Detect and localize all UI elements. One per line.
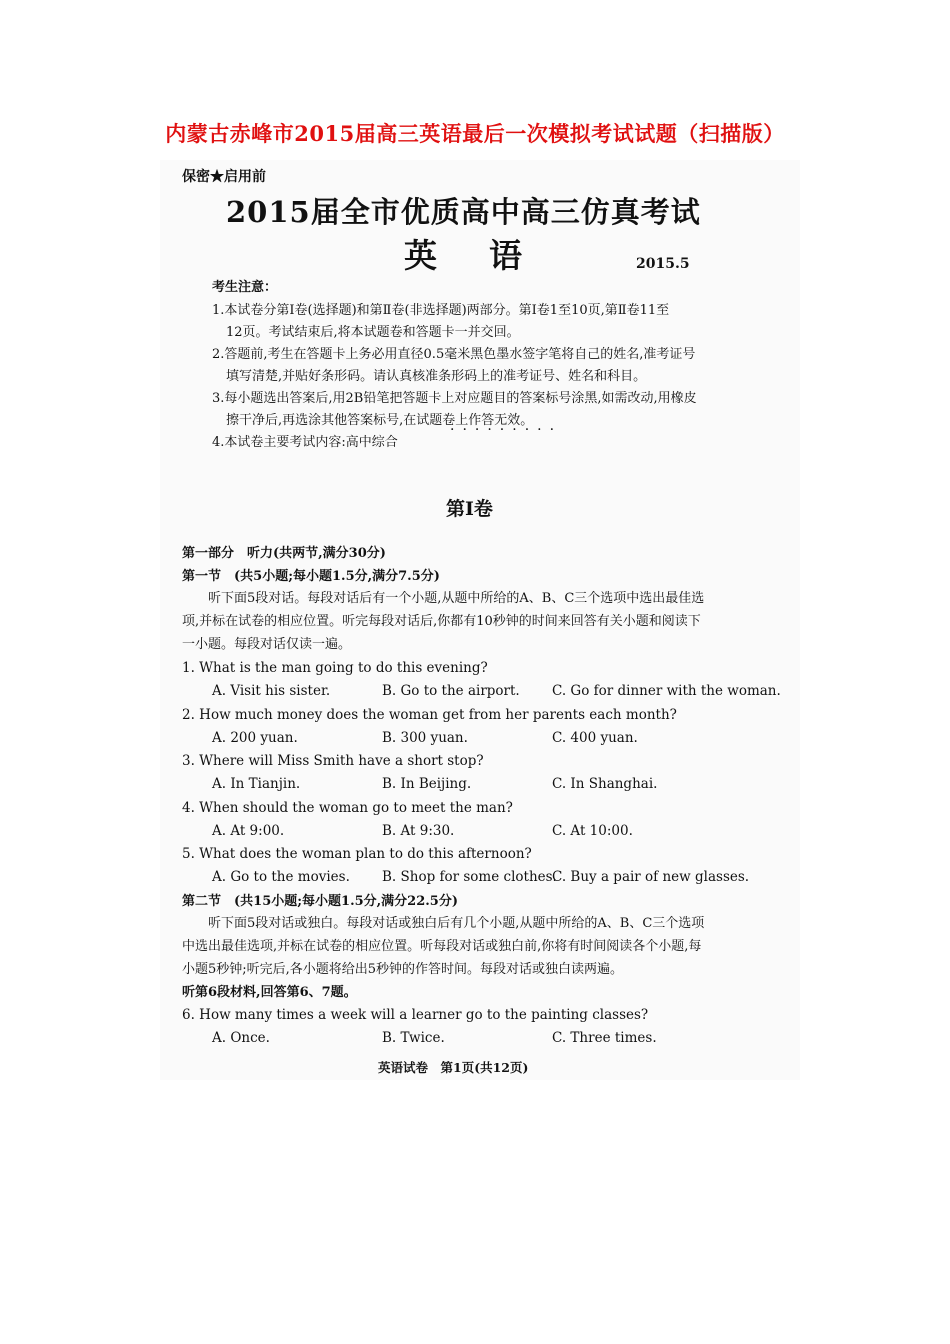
- section-heading: 第一节 (共5小题;每小题1.5分,满分7.5分): [182, 569, 440, 584]
- question-stem: 4. When should the woman go to meet the man?: [182, 800, 513, 816]
- notice-heading: 考生注意：: [212, 280, 278, 295]
- instruction-line: 中选出最佳选项,并标在试卷的相应位置。听每段对话或独白前,你将有时间阅读各个小题,每: [182, 939, 702, 954]
- option-c: C. In Shanghai.: [552, 776, 658, 792]
- question-stem: 3. Where will Miss Smith have a short stop?: [182, 753, 484, 769]
- option-a: A. Visit his sister.: [212, 683, 331, 699]
- option-b: B. Go to the airport.: [382, 683, 520, 699]
- notice-item: 2.答题前,考生在答题卡上务必用直径0.5毫米黑色墨水签字笔将自己的姓名,准考证号: [212, 347, 696, 362]
- option-b: B. 300 yuan.: [382, 730, 468, 746]
- notice-item-continued: 填写清楚,并贴好条形码。请认真核准条形码上的准考证号、姓名和科目。: [226, 369, 647, 384]
- question-stem: 1. What is the man going to do this evening?: [182, 660, 488, 676]
- material-label: 听第6段材料,回答第6、7题。: [182, 985, 357, 1000]
- instruction-line: 小题5秒钟;听完后,各小题将给出5秒钟的作答时间。每段对话或独白读两遍。: [182, 962, 624, 977]
- option-a: A. 200 yuan.: [212, 730, 298, 746]
- option-b: B. Shop for some clothes.: [382, 869, 557, 885]
- volume-heading: 第Ⅰ卷: [446, 498, 493, 520]
- question-stem: 5. What does the woman plan to do this afternoon?: [182, 846, 532, 862]
- option-c: C. Buy a pair of new glasses.: [552, 869, 750, 885]
- part-heading: 第一部分 听力(共两节,满分30分): [182, 546, 386, 561]
- question-stem: 2. How much money does the woman get from her parents each month?: [182, 707, 677, 723]
- notice-item-continued: 12页。考试结束后,将本试题卷和答题卡一并交回。: [226, 325, 520, 340]
- confidential-label: 保密★启用前: [182, 169, 266, 185]
- option-a: A. Once.: [212, 1030, 270, 1046]
- instruction-line: 项,并标在试卷的相应位置。听完每段对话后,你都有10秒钟的时间来回答有关小题和阅读下: [182, 614, 701, 629]
- notice-item: 3.每小题选出答案后,用2B铅笔把答题卡上对应题目的答案标号涂黑,如需改动,用橡皮: [212, 391, 697, 406]
- scanned-exam-page: [160, 160, 800, 1080]
- page-footer: 英语试卷 第1页(共12页): [378, 1060, 529, 1075]
- option-c: C. Go for dinner with the woman.: [552, 683, 781, 699]
- notice-item: 4.本试卷主要考试内容:高中综合: [212, 435, 398, 450]
- option-c: C. Three times.: [552, 1030, 657, 1046]
- option-c: C. 400 yuan.: [552, 730, 638, 746]
- option-b: B. At 9:30.: [382, 823, 455, 839]
- option-b: B. Twice.: [382, 1030, 445, 1046]
- instruction-line: 听下面5段对话或独白。每段对话或独白后有几个小题,从题中所给的A、B、C三个选项: [182, 916, 705, 931]
- exam-title: 2015届全市优质高中高三仿真考试: [226, 195, 701, 229]
- section-heading: 第二节 (共15小题;每小题1.5分,满分22.5分): [182, 894, 458, 909]
- instruction-line: 一小题。每段对话仅读一遍。: [182, 637, 352, 652]
- option-a: A. Go to the movies.: [212, 869, 350, 885]
- option-a: A. At 9:00.: [212, 823, 285, 839]
- notice-item: 1.本试卷分第Ⅰ卷(选择题)和第Ⅱ卷(非选择题)两部分。第Ⅰ卷1至10页,第Ⅱ卷11至: [212, 303, 670, 318]
- question-stem: 6. How many times a week will a learner go to the painting classes?: [182, 1007, 649, 1023]
- instruction-line: 听下面5段对话。每段对话后有一个小题,从题中所给的A、B、C三个选项中选出最佳选: [182, 591, 705, 606]
- notice-item-continued: 擦干净后,再选涂其他答案标号,在试题卷上作答无效。: [226, 413, 534, 428]
- emphasis-dots: ·········: [450, 422, 563, 438]
- subject-title: 英语: [404, 236, 574, 275]
- option-b: B. In Beijing.: [382, 776, 472, 792]
- exam-date: 2015.5: [636, 256, 690, 272]
- option-c: C. At 10:00.: [552, 823, 633, 839]
- option-a: A. In Tianjin.: [212, 776, 301, 792]
- page-heading: 内蒙古赤峰市2015届高三英语最后一次模拟考试试题（扫描版）: [165, 121, 785, 146]
